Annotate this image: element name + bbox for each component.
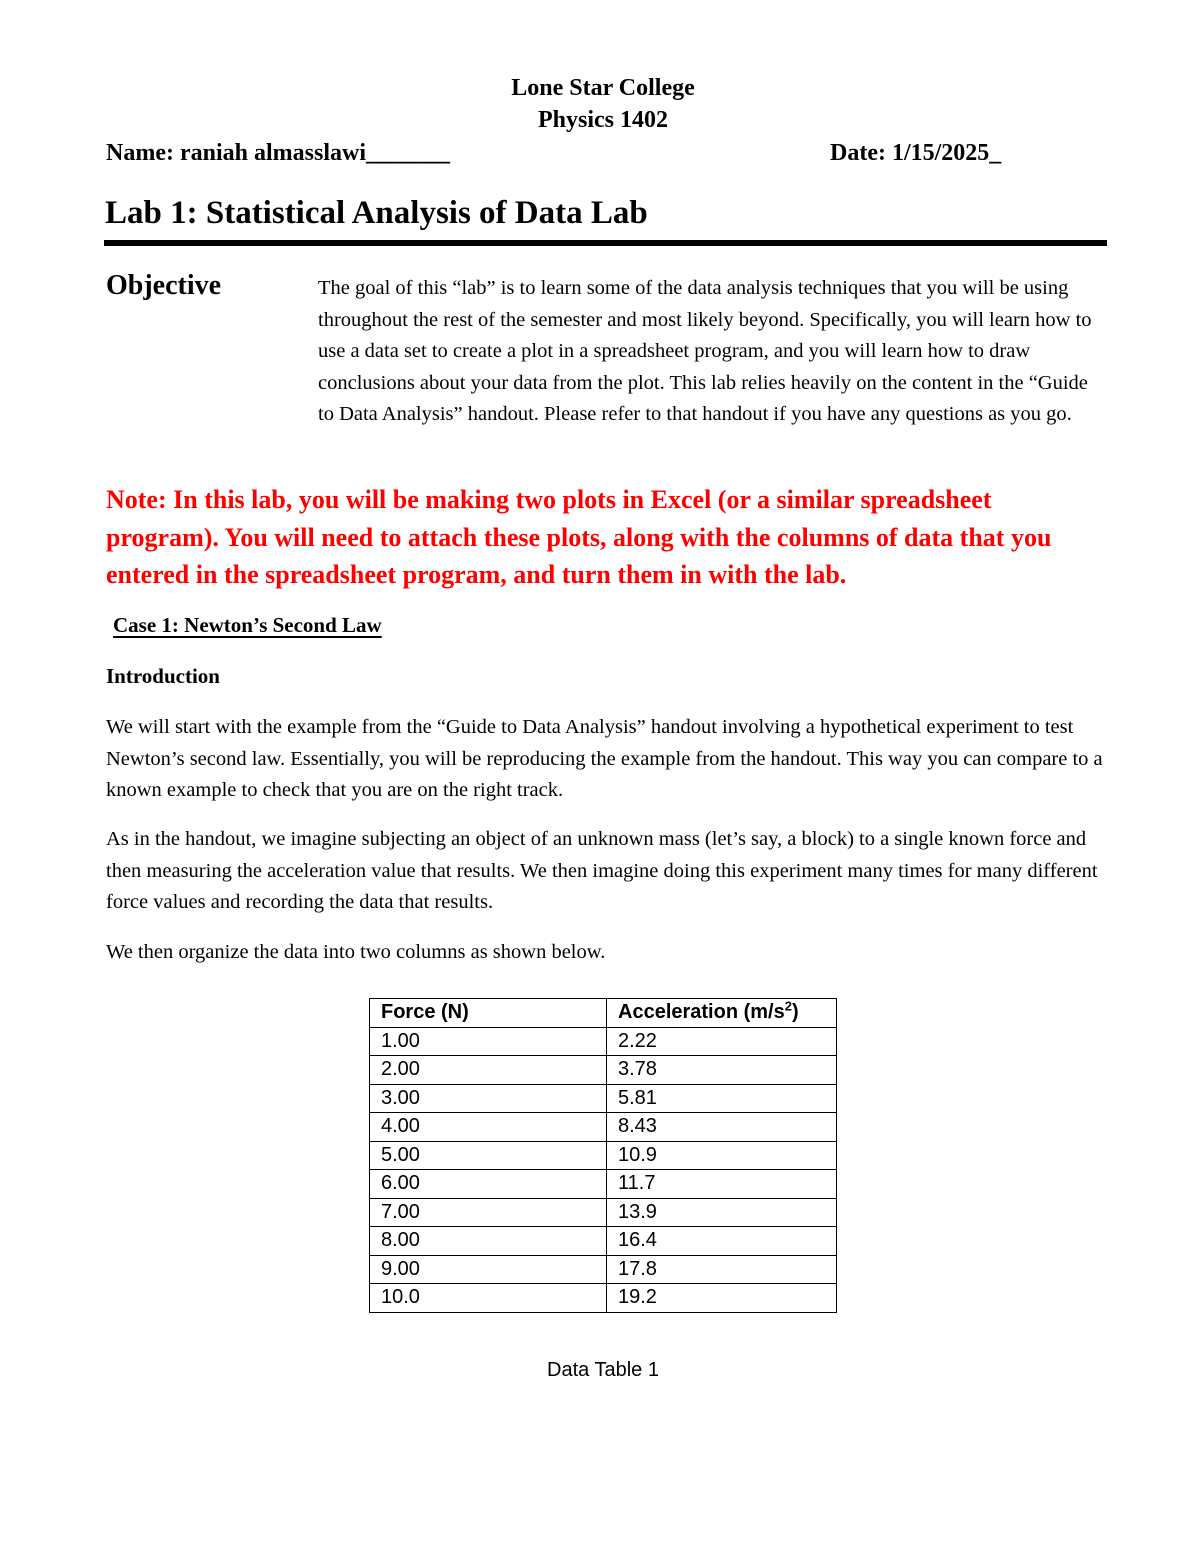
lab-title: Lab 1: Statistical Analysis of Data Lab (105, 195, 648, 231)
table-row (370, 1113, 837, 1142)
acceleration-cell: 8.43 (607, 1113, 837, 1142)
table-caption: Data Table 1 (547, 1359, 659, 1381)
table-row (370, 1198, 837, 1227)
acceleration-cell: 16.4 (607, 1227, 837, 1256)
table-row (370, 1141, 837, 1170)
force-cell: 2.00 (370, 1056, 607, 1085)
force-cell: 4.00 (370, 1113, 607, 1142)
table-header-row (370, 999, 837, 1028)
force-cell: 7.00 (370, 1198, 607, 1227)
introduction-heading: Introduction (106, 664, 220, 688)
acceleration-cell: 17.8 (607, 1255, 837, 1284)
acceleration-cell: 13.9 (607, 1198, 837, 1227)
intro-paragraph-2: As in the handout, we imagine subjecting an object of an unknown mass (let’s say, a block) to a single known force and then measuring the acceleration value that results. We then imagine doing this experiment many times for many different force values and recording the data that results. (106, 828, 1098, 913)
acceleration-cell: 3.78 (607, 1056, 837, 1085)
course-name: Physics 1402 (537, 107, 668, 133)
table-row (370, 1056, 837, 1085)
table-row (370, 1227, 837, 1256)
acceleration-header-close: ) (791, 1001, 799, 1024)
college-name: Lone Star College (511, 75, 695, 101)
force-cell: 1.00 (370, 1027, 607, 1056)
force-cell: 6.00 (370, 1170, 607, 1199)
objective-heading: Objective (106, 270, 222, 301)
acceleration-cell: 19.2 (607, 1284, 837, 1313)
acceleration-column-header (607, 999, 837, 1028)
date-field: Date: 1/15/2025_ (830, 140, 1002, 166)
intro-paragraph-3: We then organize the data into two columns as shown below. (106, 941, 606, 963)
table-row (370, 1255, 837, 1284)
force-cell: 3.00 (370, 1084, 607, 1113)
table-row (370, 1170, 837, 1199)
intro-paragraph-1: We will start with the example from the “Guide to Data Analysis” handout involving a hypothetical experiment to test Newton’s second law. Essentially, you will be reproducing the example from the handout. This way you can compare to a known example to check that you are on the right track. (106, 716, 1103, 801)
student-name-field: Name: raniah almasslawi_______ (106, 140, 450, 166)
data-table-1 (369, 998, 837, 1313)
objective-text (318, 273, 1108, 431)
objective-paragraph: The goal of this “lab” is to learn some of the data analysis techniques that you will be using throughout the rest of the semester and most likely beyond. Specifically, you will learn how to use a data set to create a plot in a spreadsheet program, and you will learn how to draw conclusions about your data from the plot. This lab relies heavily on the content in the “Guide to Data Analysis” handout. Please refer to that handout if you have any questions as you go. (318, 277, 1092, 425)
acceleration-header-text: Acceleration (m/s (618, 1001, 785, 1024)
force-cell: 10.0 (370, 1284, 607, 1313)
acceleration-cell: 10.9 (607, 1141, 837, 1170)
force-cell: 5.00 (370, 1141, 607, 1170)
acceleration-cell: 2.22 (607, 1027, 837, 1056)
acceleration-cell: 5.81 (607, 1084, 837, 1113)
acceleration-unit-exponent: 2 (784, 998, 792, 1014)
table-row (370, 1027, 837, 1056)
note-text: Note: In this lab, you will be making two plots in Excel (or a similar spreadsheet program). You will need to attach these plots, along with the columns of data that you entered in the spreadsheet program, and turn them in with the lab. (106, 485, 1052, 589)
force-cell: 9.00 (370, 1255, 607, 1284)
table-row (370, 1084, 837, 1113)
acceleration-cell: 11.7 (607, 1170, 837, 1199)
table-row (370, 1284, 837, 1313)
title-divider (104, 240, 1107, 246)
force-column-header: Force (N) (370, 999, 607, 1028)
force-cell: 8.00 (370, 1227, 607, 1256)
case-1-heading: Case 1: Newton’s Second Law (113, 613, 382, 637)
